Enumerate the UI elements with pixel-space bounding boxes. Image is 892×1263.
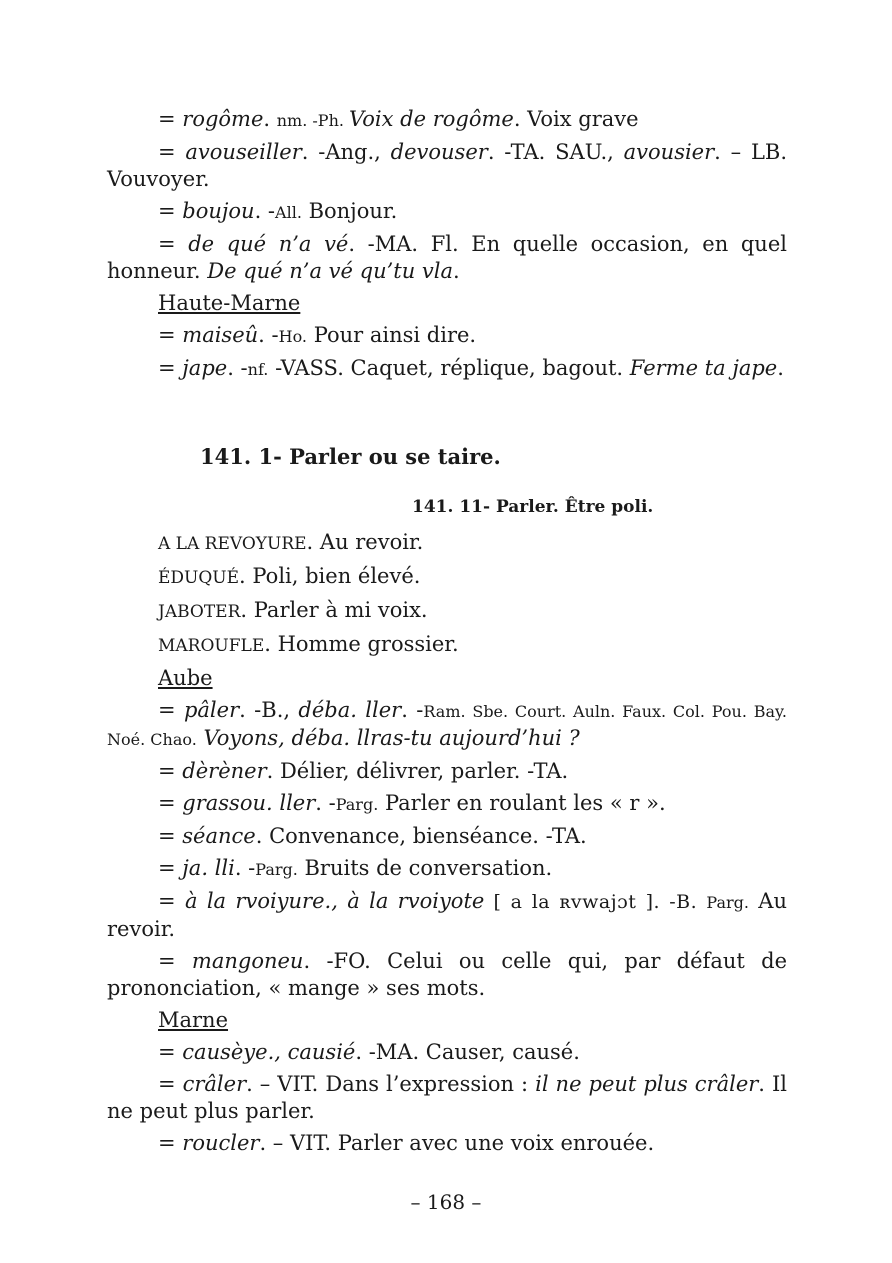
page-body bbox=[107, 106, 787, 1162]
entry-maiseu: = maiseû. -Ho. Pour ainsi dire. bbox=[158, 323, 477, 347]
entry-rogome: = rogôme. nm. -Ph. Voix de rogôme. Voix grave bbox=[158, 107, 639, 131]
region-aube: Aube bbox=[158, 666, 213, 690]
entry-roucler: = roucler. – VIT. Parler avec une voix enrouée. bbox=[158, 1131, 655, 1155]
term-jaboter: JABOTER. Parler à mi voix. bbox=[158, 598, 428, 622]
entry-jalli: = ja. lli. -Parg. Bruits de conversation. bbox=[158, 856, 553, 880]
subsection-heading: 141. 11- Parler. Être poli. bbox=[412, 497, 654, 517]
page-number: – 168 – bbox=[410, 1190, 482, 1214]
entry-craler: = crâler. – VIT. Dans l’expression : il ne peut plus crâler. Il ne peut plus parler. bbox=[107, 1072, 787, 1123]
term-maroufle: MAROUFLE. Homme grossier. bbox=[158, 632, 459, 656]
entry-avouseiller: = avouseiller. -Ang., devouser. -TA. SAU., avousier. – LB. Vouvoyer. bbox=[107, 140, 787, 191]
entry-grassouller: = grassou. ller. -Parg. Parler en roulant les « r ». bbox=[158, 791, 666, 815]
term-eduque: ÉDUQUÉ. Poli, bien élevé. bbox=[158, 564, 421, 588]
entry-seance: = séance. Convenance, bienséance. -TA. bbox=[158, 824, 587, 848]
section-heading: 141. 1- Parler ou se taire. bbox=[200, 444, 501, 469]
entry-de-que-na-ve: = de qué n’a vé. -MA. Fl. En quelle occasion, en quel honneur. De qué n’a vé qu’tu vla. bbox=[107, 232, 787, 283]
region-haute-marne: Haute-Marne bbox=[158, 291, 301, 315]
entry-boujou: = boujou. -All. Bonjour. bbox=[158, 199, 398, 223]
region-marne: Marne bbox=[158, 1008, 229, 1032]
entry-paler: = pâler. -B., déba. ller. -Ram. Sbe. Court. Auln. Faux. Col. Pou. Bay. Noé. Chao. Voyons, déba. llras-tu aujourd’hui ? bbox=[107, 698, 787, 750]
entry-causeye: = causèye., causié. -MA. Causer, causé. bbox=[158, 1040, 580, 1064]
entry-mangoneu: = mangoneu. -FO. Celui ou celle qui, par défaut de prononciation, « mange » ses mots. bbox=[107, 949, 787, 1000]
entry-a-la-rvoiyure: = à la rvoiyure., à la rvoiyote [ a la ʀvwajɔt ]. -B. Parg. Au revoir. bbox=[107, 889, 787, 941]
entry-derener: = dèrèner. Délier, délivrer, parler. -TA. bbox=[158, 759, 569, 783]
term-a-la-revoyure: A LA REVOYURE. Au revoir. bbox=[158, 530, 424, 554]
entry-jape: = jape. -nf. -VASS. Caquet, réplique, bagout. Ferme ta jape. bbox=[158, 356, 784, 380]
